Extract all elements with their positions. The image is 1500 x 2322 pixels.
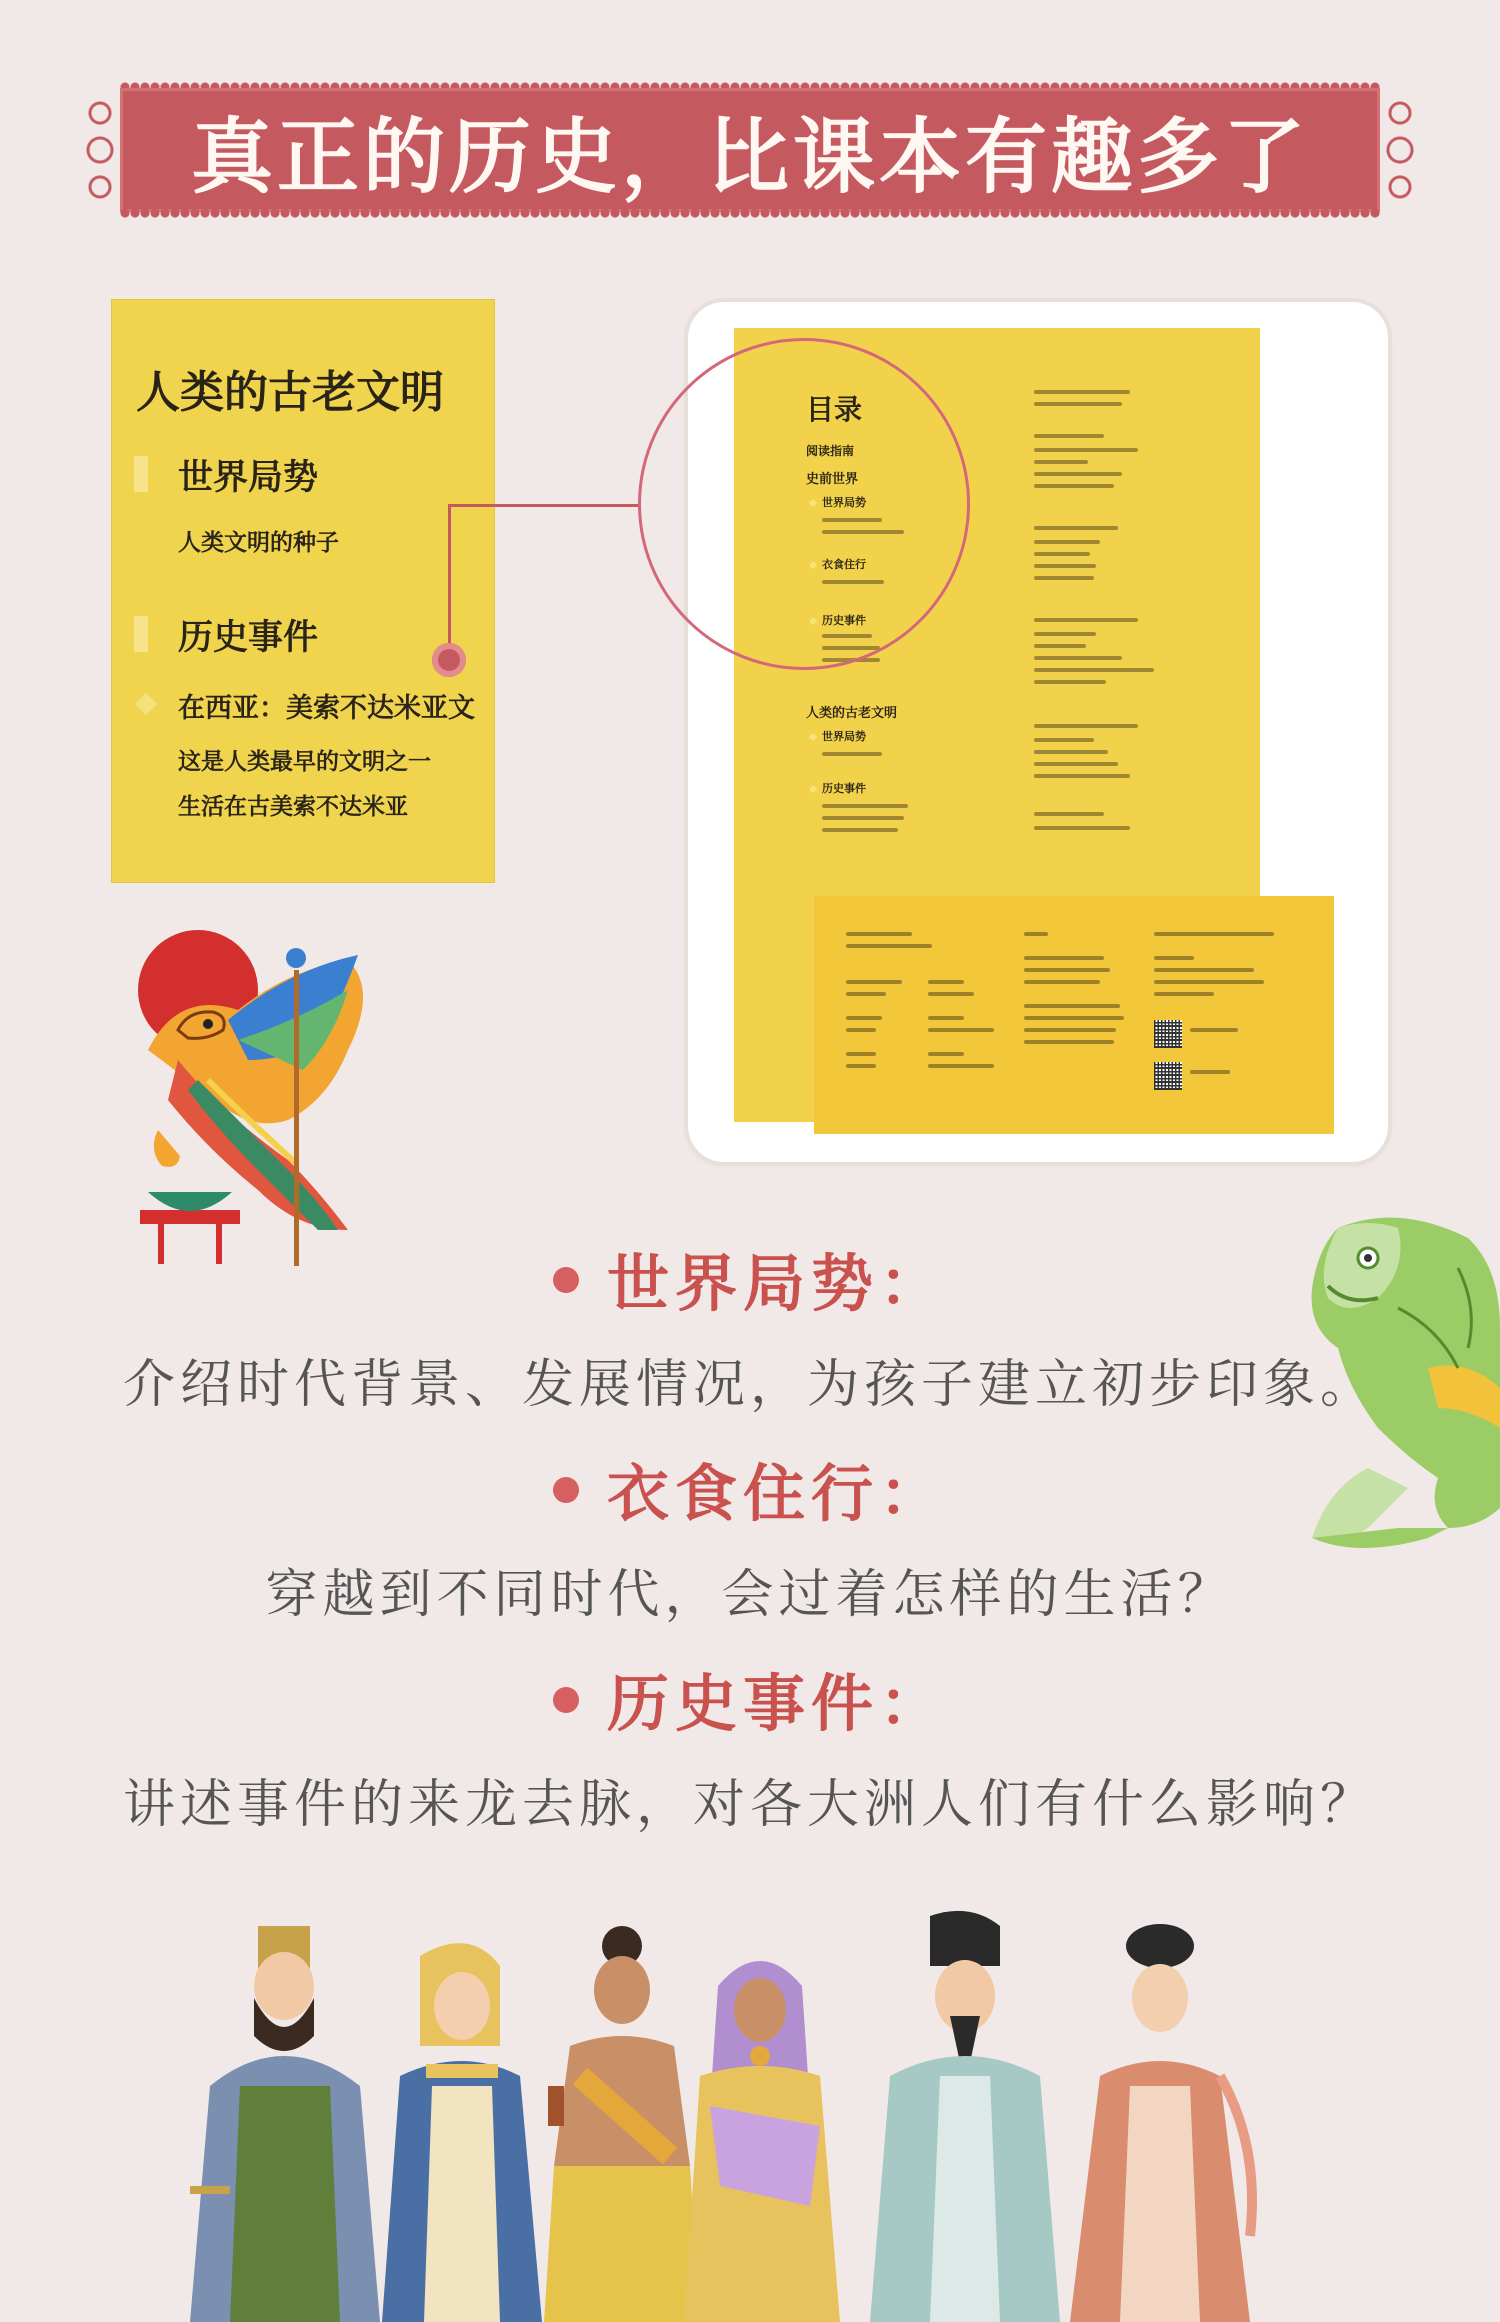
toc-world-situation: 世界局势 (822, 496, 866, 509)
toc-line (1034, 724, 1138, 728)
toc-line (1024, 968, 1110, 972)
bird-illustration-icon (118, 930, 388, 1266)
toc-line (1034, 460, 1088, 464)
feature-history-events-desc: 讲述事件的来龙去脉，对各大洲人们有什么影响？ (122, 1775, 1377, 1835)
toc-reading-guide: 阅读指南 (806, 444, 855, 458)
connector-line (448, 504, 638, 507)
toc-line (1034, 738, 1094, 742)
toc-line (1034, 762, 1118, 766)
ornament-right-icon (1372, 84, 1428, 216)
toc-line (928, 992, 974, 996)
bullet-dot-icon (553, 1267, 579, 1293)
historical-figures-illustration-icon (170, 1906, 1360, 2322)
qr-code-icon (1154, 1062, 1182, 1090)
toc-line (1034, 540, 1100, 544)
toc-line (1024, 932, 1048, 936)
toc-line (1034, 826, 1130, 830)
toc-line (928, 1064, 994, 1068)
toc-prehistory: 史前世界 (806, 472, 859, 487)
toc-line (846, 1052, 876, 1056)
toc-line (1154, 968, 1254, 972)
toc-zoom-card (112, 300, 494, 882)
figure-egyptian-woman-icon (382, 1943, 542, 2322)
toc-line (1024, 1040, 1114, 1044)
feature-world-situation-title (0, 1234, 1500, 1323)
bullet-icon (809, 785, 817, 793)
toc-line (822, 752, 882, 756)
toc-line (928, 1028, 994, 1032)
card-title: 人类的古老文明 (136, 367, 444, 418)
toc-line (1190, 1028, 1238, 1032)
toc-line (928, 1052, 964, 1056)
toc-line (822, 828, 898, 832)
toc-line (1034, 812, 1104, 816)
toc-footer-panel (814, 896, 1334, 1134)
card-line-1: 这是人类最早的文明之一 (178, 749, 431, 775)
toc-history-events-2: 历史事件 (822, 782, 866, 795)
toc-line (1034, 402, 1122, 406)
bullet-icon (809, 733, 817, 741)
figure-indian-woman-icon (684, 1961, 840, 2322)
figure-king-icon (190, 1926, 380, 2322)
toc-line (1034, 680, 1106, 684)
card-item-mesopotamia: 在西亚：美索不达米亚文 (178, 693, 475, 724)
toc-daily-life: 衣食住行 (822, 558, 866, 571)
toc-line (1024, 980, 1100, 984)
connector-line-vertical (448, 504, 451, 660)
feature-history-events-title (0, 1654, 1500, 1743)
toc-line (1034, 576, 1094, 580)
toc-line (1034, 564, 1096, 568)
toc-line (1034, 750, 1108, 754)
toc-line (1034, 644, 1086, 648)
toc-line (928, 1016, 964, 1020)
toc-line (846, 944, 932, 948)
toc-line (1154, 932, 1274, 936)
card-item-seeds: 人类文明的种子 (178, 530, 339, 556)
banner-title: 真正的历史，比课本有趣多了 (190, 108, 1309, 205)
feature-world-situation-desc: 介绍时代背景、发展情况，为孩子建立初步印象。 (122, 1355, 1377, 1415)
toc-line (1034, 618, 1138, 622)
section-marker-icon (134, 616, 148, 652)
figure-lady-icon (1070, 1924, 1252, 2322)
toc-line (1034, 668, 1154, 672)
toc-line (1034, 484, 1114, 488)
toc-line (1024, 1016, 1124, 1020)
feature-daily-life-desc: 穿越到不同时代，会过着怎样的生活？ (265, 1565, 1235, 1625)
card-section-events: 历史事件 (178, 618, 319, 658)
toc-line (846, 932, 912, 936)
toc-line (1154, 956, 1194, 960)
toc-line (822, 816, 904, 820)
toc-line (1034, 526, 1118, 530)
toc-line (1034, 448, 1138, 452)
toc-line (1034, 434, 1104, 438)
toc-line (1034, 390, 1130, 394)
toc-line (1154, 992, 1214, 996)
toc-line (846, 980, 902, 984)
toc-world-situation-2: 世界局势 (822, 730, 866, 743)
toc-line (1034, 552, 1090, 556)
card-section-world: 世界局势 (178, 458, 319, 498)
toc-line (1190, 1070, 1230, 1074)
feature-daily-life-title (0, 1444, 1500, 1533)
feature-title-text: 历史事件： (606, 1667, 947, 1740)
bullet-dot-icon (553, 1477, 579, 1503)
figure-indian-man-icon (544, 1926, 700, 2322)
toc-line (928, 980, 964, 984)
toc-line (846, 1064, 876, 1068)
toc-right-column (1034, 390, 1224, 890)
toc-line (1034, 656, 1122, 660)
connector-dot-icon (432, 643, 466, 677)
section-marker-icon (134, 456, 148, 492)
toc-title: 目录 (806, 393, 863, 426)
zoom-highlight-circle (638, 338, 970, 670)
toc-line (846, 1016, 882, 1020)
toc-line (822, 804, 908, 808)
toc-line (846, 1028, 876, 1032)
toc-line (846, 992, 886, 996)
title-banner (72, 88, 1428, 212)
toc-line (1034, 472, 1122, 476)
toc-line (1024, 956, 1104, 960)
toc-ancient-civ: 人类的古老文明 (806, 706, 898, 721)
feature-title-text: 衣食住行： (606, 1457, 947, 1530)
toc-line (1034, 774, 1130, 778)
toc-line (1024, 1028, 1116, 1032)
figure-scholar-icon (870, 1911, 1060, 2322)
toc-line (1024, 1004, 1120, 1008)
qr-code-icon (1154, 1020, 1182, 1048)
toc-history-events: 历史事件 (822, 614, 866, 627)
diamond-bullet-icon (135, 693, 158, 716)
toc-line (1154, 980, 1264, 984)
bullet-dot-icon (553, 1687, 579, 1713)
feature-title-text: 世界局势： (606, 1247, 947, 1320)
card-line-2: 生活在古美索不达米亚 (178, 794, 408, 820)
toc-line (1034, 632, 1096, 636)
